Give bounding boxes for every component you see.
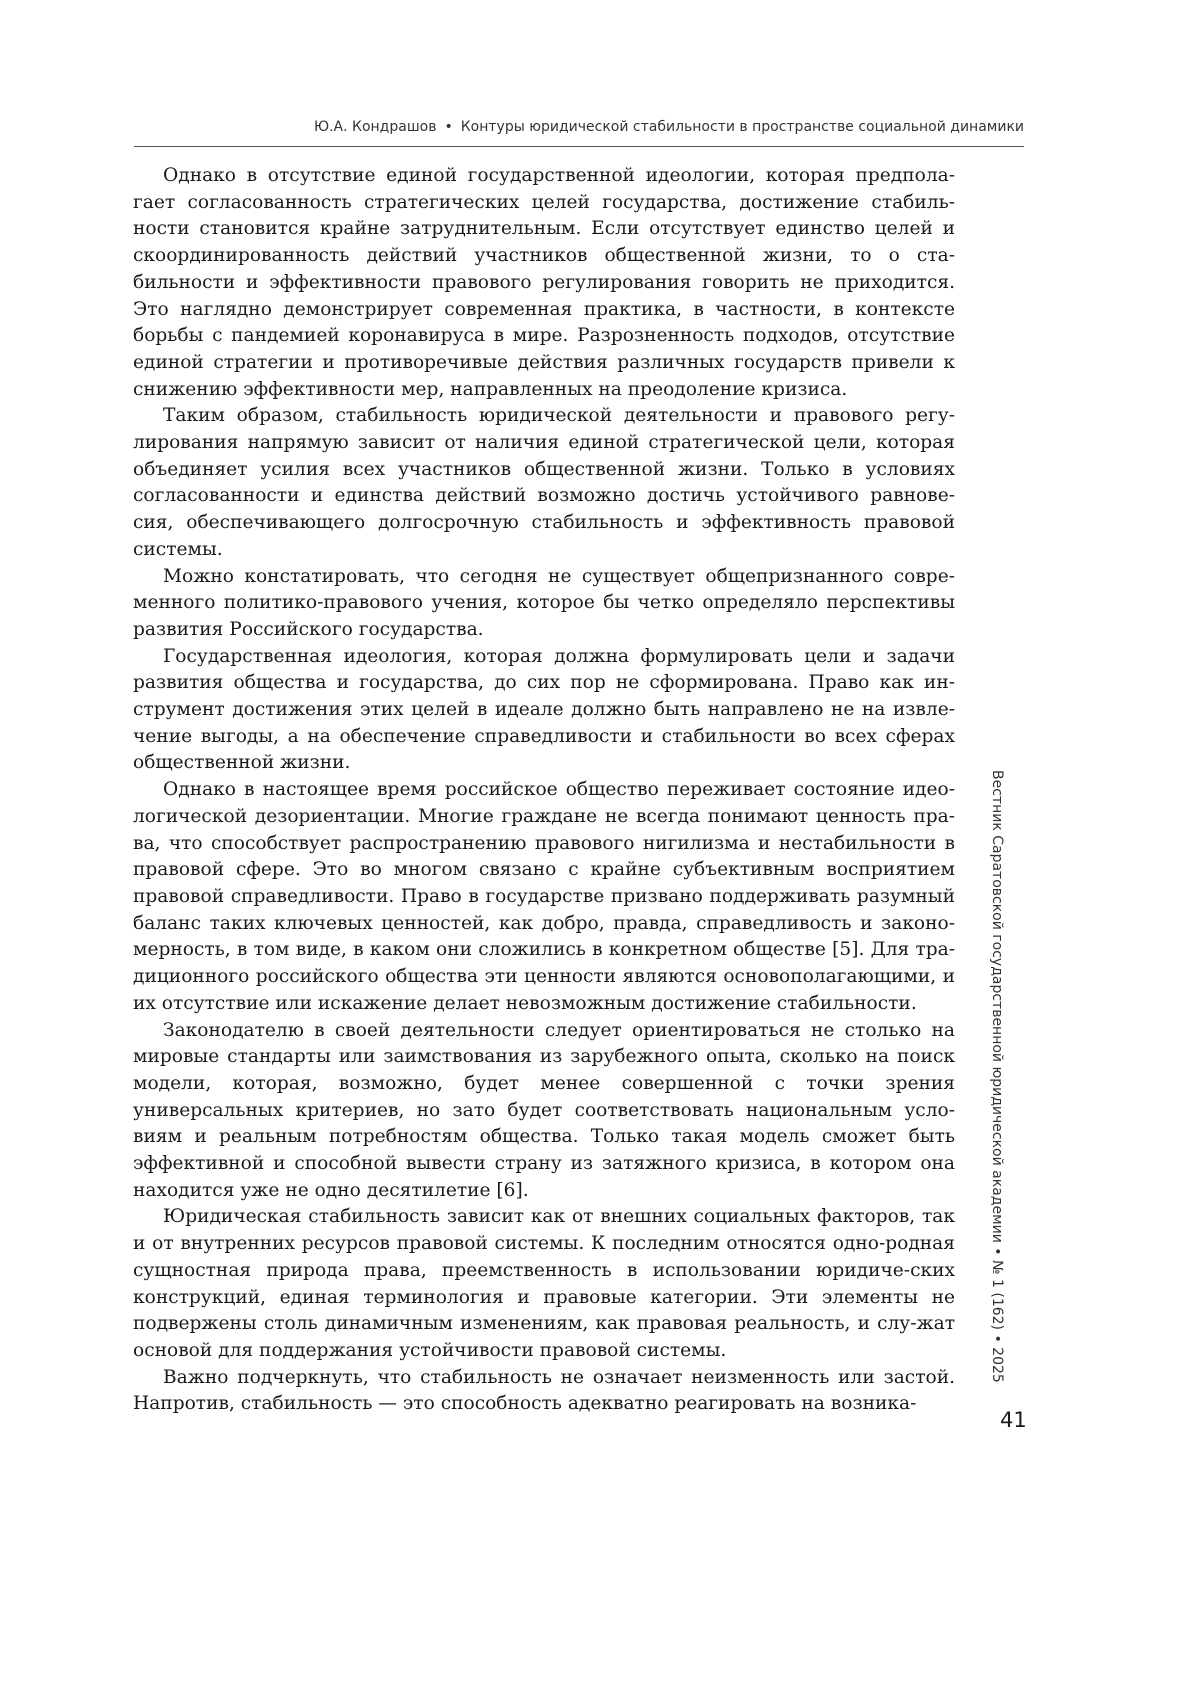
paragraph-2: Таким образом, стабильность юридической деятельности и правового регу-лирования напрямую зависит от наличия единой стратегической цели, которая объединяет усилия всех участников общественной жизни. Только в условиях согласованности и единства действий возможно достичь устойчивого равнове-сия, обеспечивающего долгосрочную стабильность и эффективность правовой системы. [133, 405, 955, 560]
running-head [134, 119, 1024, 135]
paragraph-3: Можно констатировать, что сегодня не существует общепризнанного совре-менного политико-правового учения, которое бы четко определяло перспективы развития Российского государства. [133, 565, 955, 640]
paragraph-6: Законодателю в своей деятельности следует ориентироваться не столько на мировые стандарты или заимствования из зарубежного опыта, сколько на поиск модели, которая, возможно, будет менее совершенной с точки зрения универсальных критериев, но зато будет соответствовать национальным усло-виям и реальным потребностям общества. Только такая модель сможет быть эффективной и способной вывести страну из затяжного кризиса, в котором она находится уже не одно десятилетие [6]. [133, 1019, 955, 1201]
paragraph-4: Государственная идеология, которая должна формулировать цели и задачи развития общества и государства, до сих пор не сформирована. Право как ин-струмент достижения этих целей в идеале должно быть направлено не на извле-чение выгоды, а на обеспечение справедливости и стабильности во всех сферах общественной жизни. [133, 645, 955, 774]
header-separator: • [444, 119, 453, 135]
paragraph-1: Однако в отсутствие единой государственной идеологии, которая предпола-гает согласованность стратегических целей государства, достижение стабиль-ности становится крайне затруднительным. Если отсутствует единство целей и скоординированность действий участников общественной жизни, то о ста-бильности и эффективности правового регулирования говорить не приходится. Это наглядно демонстрирует современная практика, в частности, в контексте борьбы с пандемией коронавируса в мире. Разрозненность подходов, отсутствие единой стратегии и противоречивые действия различных государств привели к снижению эффективности мер, направленных на преодоление кризиса. [133, 165, 955, 400]
header-article-title: Контуры юридической стабильности в пространстве социальной динамики [460, 119, 1024, 135]
journal-sidebar-title: Вестник Саратовской государственной юридической академии • № 1 (162) • 2025 [989, 770, 1005, 1383]
paragraph-7: Юридическая стабильность зависит как от внешних социальных факторов, так и от внутренних ресурсов правовой системы. К последним относятся одно-родная сущностная природа права, преемственность в использовании юридиче-ских конструкций, единая терминология и правовые категории. Эти элементы не подвержены столь динамичным изменениям, как правовая реальность, и слу-жат основой для поддержания устойчивости правовой системы. [133, 1206, 955, 1361]
paragraph-8: Важно подчеркнуть, что стабильность не означает неизменность или застой. Напротив, стабильность — это способность адекватно реагировать на возника- [133, 1366, 955, 1415]
header-divider [134, 146, 1024, 147]
article-body [133, 163, 955, 1418]
header-author: Ю.А. Кондрашов [313, 119, 437, 135]
page-number: 41 [1000, 1408, 1027, 1432]
paragraph-5: Однако в настоящее время российское общество переживает состояние идео-логической дезориентации. Многие граждане не всегда понимают ценность пра-ва, что способствует распространению правового нигилизма и нестабильности в правовой сфере. Это во многом связано с крайне субъективным восприятием правовой справедливости. Право в государстве призвано поддерживать разумный баланс таких ключевых ценностей, как добро, правда, справедливость и законо-мерность, в том виде, в каком они сложились в конкретном обществе [5]. Для тра-диционного российского общества эти ценности являются основополагающими, и их отсутствие или искажение делает невозможным достижение стабильности. [133, 779, 955, 1014]
